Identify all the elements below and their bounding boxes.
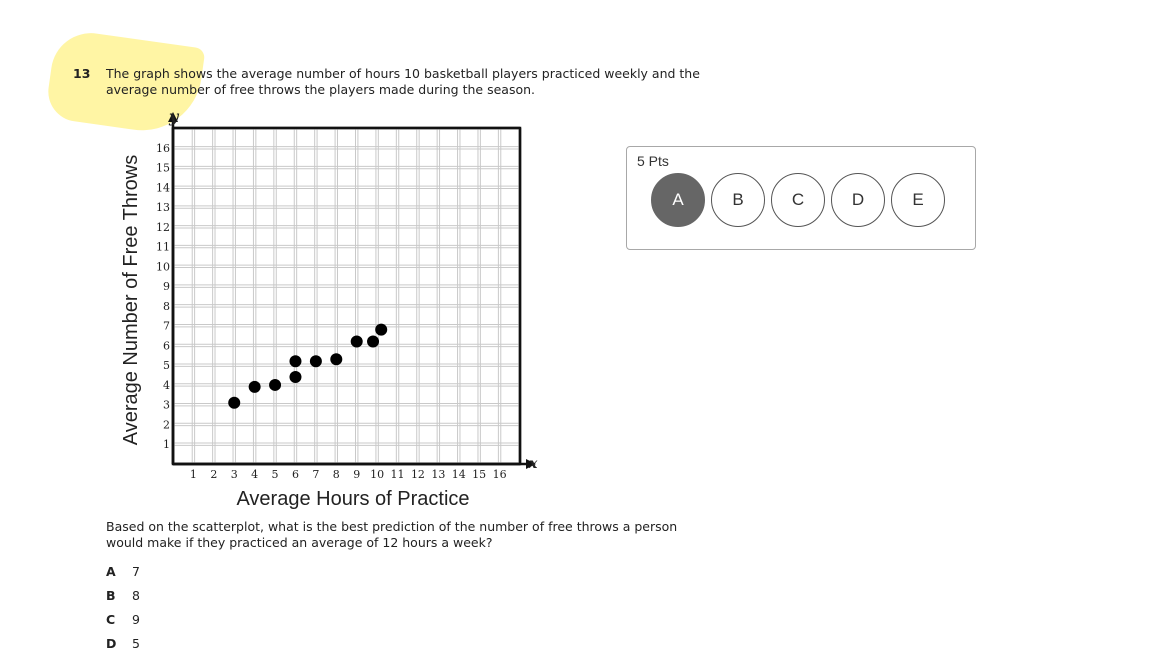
answer-bubbles <box>651 173 945 227</box>
y-tick-label: 12 <box>156 220 170 234</box>
choice-text: 5 <box>132 635 140 651</box>
answer-bubble-d[interactable]: D <box>831 173 885 227</box>
question-prompt <box>106 519 806 551</box>
x-tick-label: 7 <box>312 468 320 481</box>
question-stem-line-1: The graph shows the average number of hours 10 basketball players practiced weekly and the <box>106 66 700 81</box>
data-point <box>310 355 322 367</box>
x-tick-label: 6 <box>291 468 299 481</box>
choice-text: 9 <box>132 611 140 627</box>
choice-d <box>106 631 140 655</box>
choice-letter: B <box>106 587 116 603</box>
x-tick-label: 1 <box>189 468 197 481</box>
y-tick-label: 7 <box>163 319 170 333</box>
y-tick-label: 13 <box>156 201 170 215</box>
answer-bubble-e[interactable]: E <box>891 173 945 227</box>
x-tick-label: 10 <box>370 468 385 481</box>
choice-text: 8 <box>132 587 140 603</box>
answer-choices <box>106 559 140 655</box>
choice-letter: D <box>106 635 117 651</box>
question-stem-line-2: average number of free throws the players made during the season. <box>106 82 535 97</box>
data-point <box>289 355 301 367</box>
y-tick-label: 9 <box>163 280 170 294</box>
answer-panel <box>626 146 976 250</box>
x-tick-label: 5 <box>271 468 279 481</box>
y-tick-label: 10 <box>156 260 170 274</box>
data-point <box>269 379 281 391</box>
answer-bubble-b[interactable]: B <box>711 173 765 227</box>
points-label: 5 Pts <box>637 153 669 169</box>
x-tick-label: 14 <box>451 468 466 481</box>
x-tick-label: 16 <box>492 468 507 481</box>
choice-text: 7 <box>132 563 140 579</box>
question-prompt-line-1: Based on the scatterplot, what is the best prediction of the number of free throws a person <box>106 519 678 534</box>
plot-frame <box>173 128 520 464</box>
data-point <box>330 353 342 365</box>
data-point <box>228 397 240 409</box>
x-tick-label: 8 <box>332 468 340 481</box>
y-tick-label: 15 <box>156 161 170 175</box>
answer-bubble-a[interactable]: A <box>651 173 705 227</box>
choice-a <box>106 559 140 583</box>
y-tick-label: 1 <box>163 438 170 452</box>
question-number: 13 <box>73 66 91 81</box>
x-axis-title: Average Hours of Practice <box>236 488 470 510</box>
question-prompt-line-2: would make if they practiced an average of 12 hours a week? <box>106 535 493 550</box>
x-tick-label: 15 <box>472 468 487 481</box>
x-tick-label: 13 <box>431 468 446 481</box>
data-point <box>289 371 301 383</box>
x-tick-label: 4 <box>251 468 259 481</box>
y-axis-title: Average Number of Free Throws <box>120 154 142 446</box>
y-tick-label: 2 <box>163 418 170 432</box>
plot-grid <box>168 112 536 469</box>
plot-ticks <box>156 142 507 481</box>
y-tick-label: 11 <box>156 240 170 254</box>
x-tick-label: 11 <box>390 468 405 481</box>
y-tick-label: 16 <box>156 141 170 155</box>
choice-c <box>106 607 140 631</box>
y-tick-label: 5 <box>163 359 170 373</box>
data-point <box>249 381 261 393</box>
y-tick-label: 4 <box>163 378 170 392</box>
choice-letter: C <box>106 611 116 627</box>
y-axis-letter: y <box>169 107 179 126</box>
choice-b <box>106 583 140 607</box>
y-tick-label: 8 <box>163 299 170 313</box>
x-axis-letter: x <box>529 456 538 472</box>
question-stem <box>106 66 806 98</box>
data-point <box>351 335 363 347</box>
x-tick-label: 12 <box>410 468 425 481</box>
y-tick-label: 14 <box>156 181 170 195</box>
x-tick-label: 3 <box>230 468 238 481</box>
answer-bubble-c[interactable]: C <box>771 173 825 227</box>
x-tick-label: 9 <box>353 468 361 481</box>
y-tick-label: 6 <box>163 339 170 353</box>
y-tick-label: 3 <box>163 398 170 412</box>
x-tick-label: 2 <box>210 468 218 481</box>
scatterplot <box>110 100 550 510</box>
data-point <box>375 324 387 336</box>
data-point <box>367 335 379 347</box>
choice-letter: A <box>106 563 116 579</box>
